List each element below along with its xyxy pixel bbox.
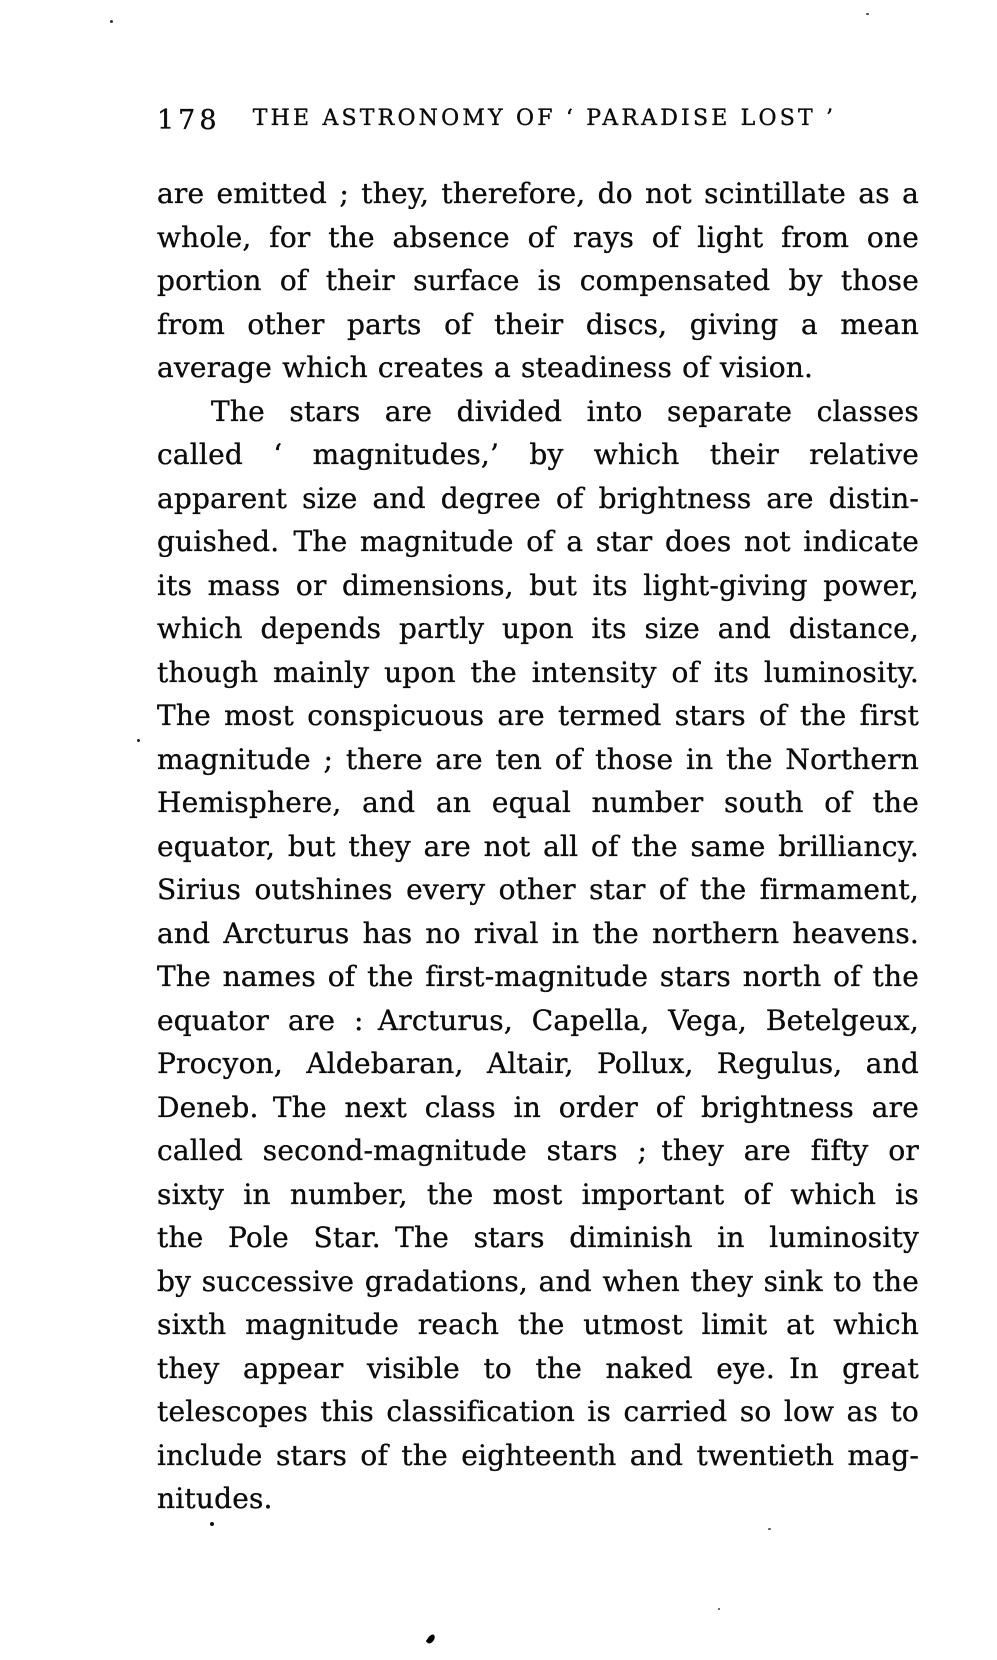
text-line: apparent size and degree of brightness are distin-: [157, 481, 919, 515]
text-line: though mainly upon the intensity of its luminosity.: [157, 655, 919, 689]
text-line: sixty in number, the most important of which is: [157, 1177, 919, 1211]
page-number: 178: [157, 105, 221, 136]
text-line: Procyon, Aldebaran, Altair, Pollux, Regulus, and: [157, 1047, 919, 1080]
text-line: include stars of the eighteenth and twentieth mag-: [157, 1438, 919, 1472]
scan-speck: [768, 1528, 771, 1530]
body-text-block: [157, 172, 919, 1521]
text-line: equator are : Arcturus, Capella, Vega, Betelgeux,: [157, 1003, 919, 1037]
text-line: sixth magnitude reach the utmost limit at which: [157, 1308, 919, 1341]
text-line: Sirius outshines every other star of the firmament,: [157, 873, 919, 906]
scan-speck: [137, 739, 140, 742]
text-line: by successive gradations, and when they sink to the: [157, 1264, 919, 1298]
running-head: THE ASTRONOMY OF ‘ PARADISE LOST ’: [252, 106, 837, 131]
text-line: from other parts of their discs, giving a mean: [157, 307, 919, 341]
text-line: guished. The magnitude of a star does not indicate: [157, 525, 919, 558]
text-line: equator, but they are not all of the same brilliancy.: [157, 829, 919, 863]
text-line: Deneb. The next class in order of brightness are: [157, 1090, 919, 1124]
text-line: they appear visible to the naked eye. In great: [157, 1351, 919, 1385]
text-line: are emitted ; they, therefore, do not scintillate as a: [157, 177, 919, 210]
scan-speck: [110, 20, 113, 23]
text-line: whole, for the absence of rays of light from one: [157, 220, 919, 254]
text-line: average which creates a steadiness of vision.: [157, 351, 814, 384]
scan-speck: [210, 1522, 214, 1526]
text-line: telescopes this classification is carried so low as to: [157, 1395, 919, 1428]
scan-speck: [718, 1608, 720, 1610]
text-line: Hemisphere, and an equal number south of the: [157, 786, 919, 819]
scan-speck: [426, 1633, 437, 1645]
text-line: its mass or dimensions, but its light-giving power,: [157, 568, 919, 602]
text-line: called second-magnitude stars ; they are fifty or: [157, 1134, 919, 1167]
text-line: The names of the first-magnitude stars north of the: [157, 960, 919, 993]
text-line: called ‘ magnitudes,’ by which their relative: [157, 438, 919, 471]
text-line: and Arcturus has no rival in the northern heavens.: [157, 916, 919, 950]
text-line: magnitude ; there are ten of those in the Northern: [157, 742, 919, 776]
text-line: which depends partly upon its size and distance,: [157, 612, 919, 645]
text-line: The stars are divided into separate classes: [211, 394, 919, 428]
page-header: [157, 104, 919, 140]
scan-speck: [866, 13, 869, 15]
text-line: The most conspicuous are termed stars of the first: [157, 699, 919, 732]
text-line: portion of their surface is compensated by those: [157, 264, 919, 297]
text-line: nitudes.: [157, 1482, 273, 1515]
text-line: the Pole Star. The stars diminish in luminosity: [157, 1221, 919, 1254]
